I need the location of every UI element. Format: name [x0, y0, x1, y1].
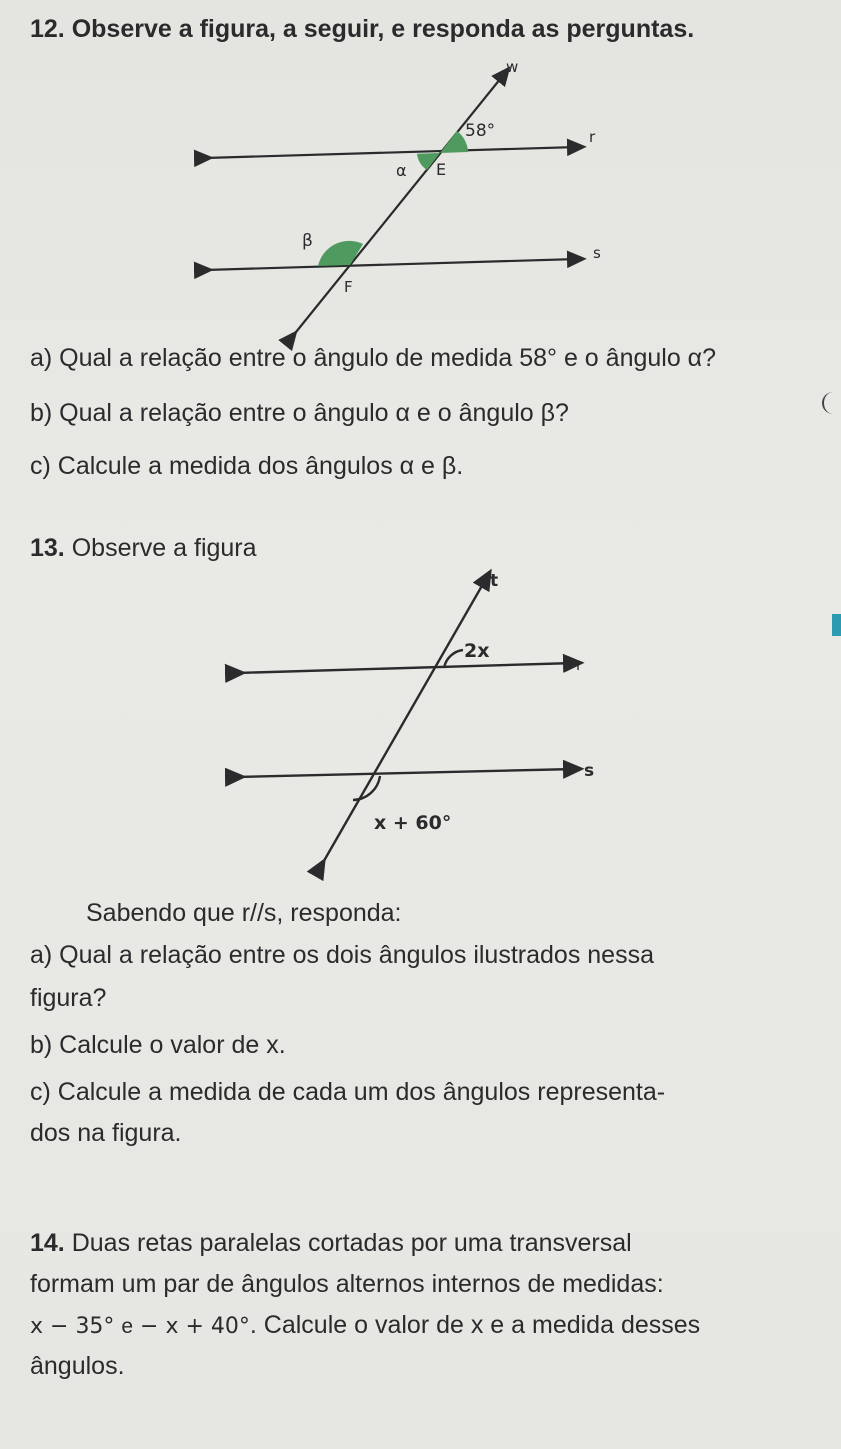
q12-label-s: s — [593, 244, 601, 262]
q14-line1-text: Duas retas paralelas cortadas por uma transversal — [71, 1229, 632, 1257]
q14-expr1: x − 35° — [30, 1314, 115, 1339]
q13-intro: Sabendo que r//s, responda: — [86, 899, 402, 927]
margin-accent-mark — [832, 614, 841, 636]
q13-item-c-line2: dos na figura. — [30, 1119, 182, 1147]
q13-label-t: t — [490, 571, 499, 591]
q12-item-a: a) Qual a relação entre o ângulo de medida 58° e o ângulo α? — [30, 344, 717, 372]
q14-number: 14. — [30, 1229, 65, 1257]
q14-line4: ângulos. — [30, 1352, 125, 1380]
q14-line3-rest: . Calcule o valor de x e a medida desses — [249, 1311, 701, 1339]
q14-line2: formam um par de ângulos alternos internos de medidas: — [30, 1270, 664, 1298]
q12-label-F: F — [344, 278, 353, 296]
q13-line-s — [237, 769, 575, 777]
q12-prompt: Observe a figura, a seguir, e responda as perguntas. — [71, 15, 695, 43]
q13-line-r — [237, 663, 575, 673]
q13-label-s: s — [584, 761, 595, 781]
q12-number: 12. — [30, 15, 65, 43]
q12-label-beta: β — [302, 231, 313, 251]
q13-item-b: b) Calcule o valor de x. — [30, 1031, 286, 1059]
q12-item-c: c) Calcule a medida dos ângulos α e β. — [30, 452, 464, 480]
q12-label-58: 58° — [465, 121, 496, 141]
q14-conj: e — [121, 1315, 134, 1338]
q12-label-w: w — [506, 58, 519, 76]
q12-label-E: E — [436, 160, 447, 179]
q12-item-b: b) Qual a relação entre o ângulo α e o ângulo β? — [30, 399, 569, 427]
q13-prompt: Observe a figura — [71, 534, 257, 562]
q13-label-r: r — [576, 656, 583, 674]
q13-item-c-line1: c) Calcule a medida de cada um dos ângulos representa- — [30, 1078, 666, 1106]
q13-number: 13. — [30, 534, 65, 562]
q12-label-alpha: α — [396, 161, 407, 180]
q12-label-r: r — [589, 128, 596, 146]
q14-line1 — [30, 1228, 632, 1258]
q14-line3 — [30, 1310, 700, 1342]
q13-item-a-line2: figura? — [30, 984, 107, 1012]
q13-item-a-line1: a) Qual a relação entre os dois ângulos ilustrados nessa — [30, 941, 654, 969]
q14-expr2: − x + 40° — [140, 1314, 250, 1339]
q13-label-x60: x + 60° — [374, 812, 452, 834]
q13-label-2x: 2x — [464, 640, 490, 662]
